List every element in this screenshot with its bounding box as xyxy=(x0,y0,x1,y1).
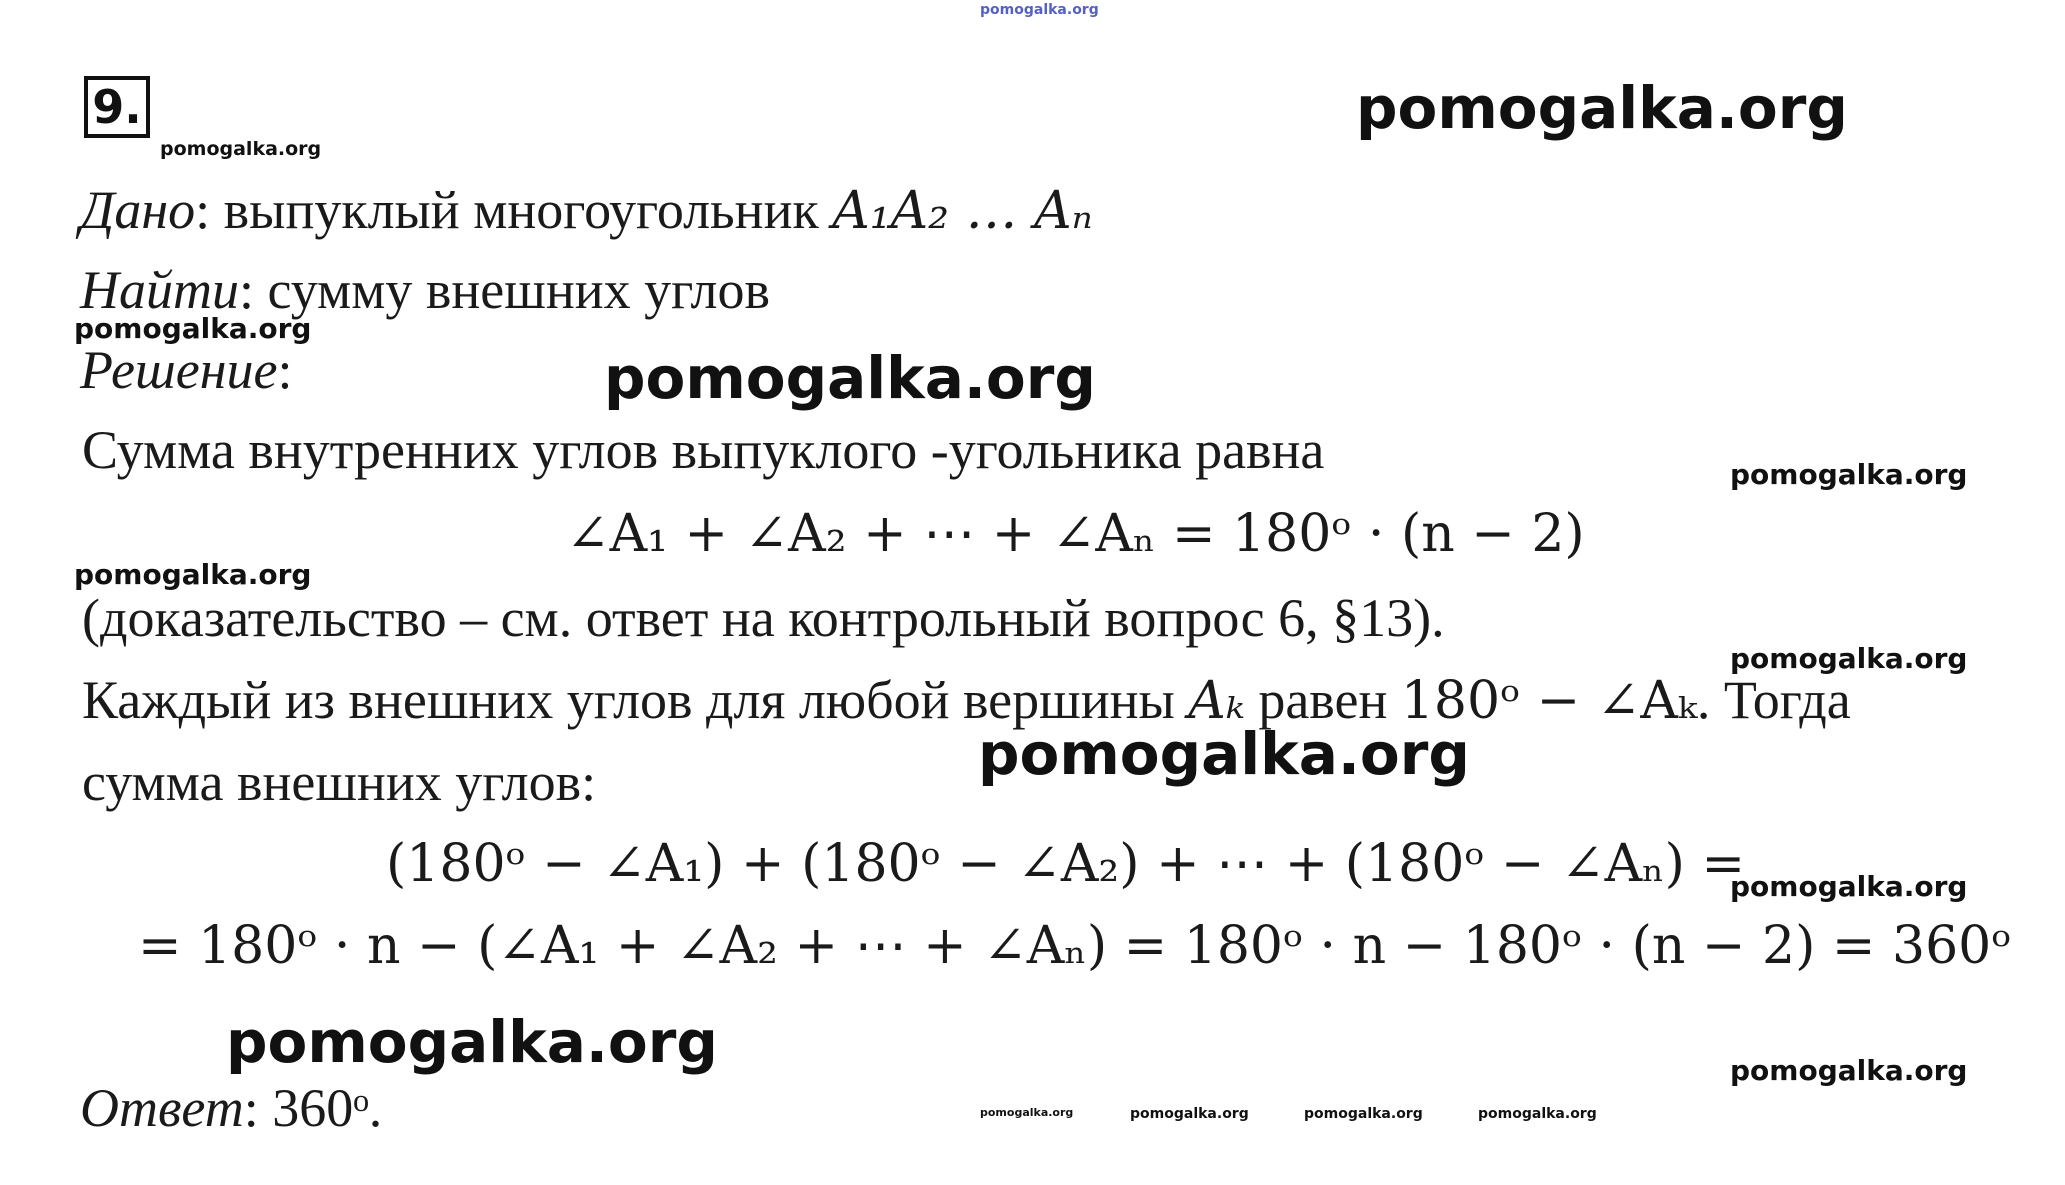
solution-colon: : xyxy=(277,340,293,400)
paragraph-2-end: . Тогда xyxy=(1696,670,1851,730)
formula-inner-angles: ∠A₁ + ∠A₂ + ⋯ + ∠Aₙ = 180ᵒ · (n − 2) xyxy=(566,504,1585,564)
paragraph-2-start: Каждый из внешних углов для любой вершины xyxy=(82,670,1189,730)
watermark-mid-right-4: pomogalka.org xyxy=(1730,1054,1968,1087)
paragraph-2-vertex: Aₖ xyxy=(1188,671,1245,731)
formula-outer-sum-line-2: = 180ᵒ · n − (∠A₁ + ∠A₂ + ⋯ + ∠Aₙ) = 180ᵒ · n − 180ᵒ · (n − 2) = 360ᵒ xyxy=(138,916,2012,976)
watermark-mid: pomogalka.org xyxy=(978,720,1470,788)
proof-note: (доказательство – см. ответ на контрольный вопрос 6, §13). xyxy=(82,588,1445,648)
watermark-mid-left-1: pomogalka.org xyxy=(74,312,312,345)
answer-text: : 360ᵒ. xyxy=(243,1078,383,1138)
watermark-tiny-4: pomogalka.org xyxy=(1478,1106,1597,1122)
task-number-box: 9. xyxy=(84,76,150,138)
watermark-mid-right-1: pomogalka.org xyxy=(1730,458,1968,491)
paragraph-2 xyxy=(82,670,1851,731)
find-line xyxy=(80,260,770,320)
watermark-center: pomogalka.org xyxy=(604,344,1096,412)
paragraph-3: сумма внешних углов: xyxy=(82,752,597,812)
find-label: Найти xyxy=(80,260,239,320)
watermark-mid-right-2: pomogalka.org xyxy=(1730,642,1968,675)
answer-line xyxy=(80,1078,382,1138)
given-polygon: A₁A₂ … Aₙ xyxy=(832,181,1093,241)
given-label: Дано xyxy=(80,180,196,240)
paragraph-1: Сумма внутренних углов выпуклого -угольника равна xyxy=(82,420,1325,480)
watermark-tiny-3: pomogalka.org xyxy=(1304,1106,1423,1122)
watermark-mid-left-2: pomogalka.org xyxy=(74,558,312,591)
watermark-under-number: pomogalka.org xyxy=(160,138,322,160)
given-line xyxy=(80,180,1093,241)
watermark-mid-right-3: pomogalka.org xyxy=(1730,870,1968,903)
header-watermark-link[interactable]: pomogalka.org xyxy=(980,2,1099,18)
watermark-tiny-2: pomogalka.org xyxy=(1130,1106,1249,1122)
solution-label: Решение xyxy=(80,340,278,400)
paragraph-2-expr: 180ᵒ − ∠Aₖ xyxy=(1400,671,1697,731)
given-text: : выпуклый многоугольник xyxy=(195,180,833,240)
watermark-bottom-left: pomogalka.org xyxy=(226,1008,718,1076)
formula-outer-sum-line-1: (180ᵒ − ∠A₁) + (180ᵒ − ∠A₂) + ⋯ + (180ᵒ − ∠Aₙ) = xyxy=(386,834,1746,894)
watermark-top-right: pomogalka.org xyxy=(1356,74,1848,142)
watermark-tiny-1: pomogalka.org xyxy=(980,1106,1074,1119)
solution-line xyxy=(80,340,293,400)
paragraph-2-mid: равен xyxy=(1244,670,1401,730)
answer-label: Ответ xyxy=(80,1078,244,1138)
find-text: : сумму внешних углов xyxy=(239,260,770,320)
